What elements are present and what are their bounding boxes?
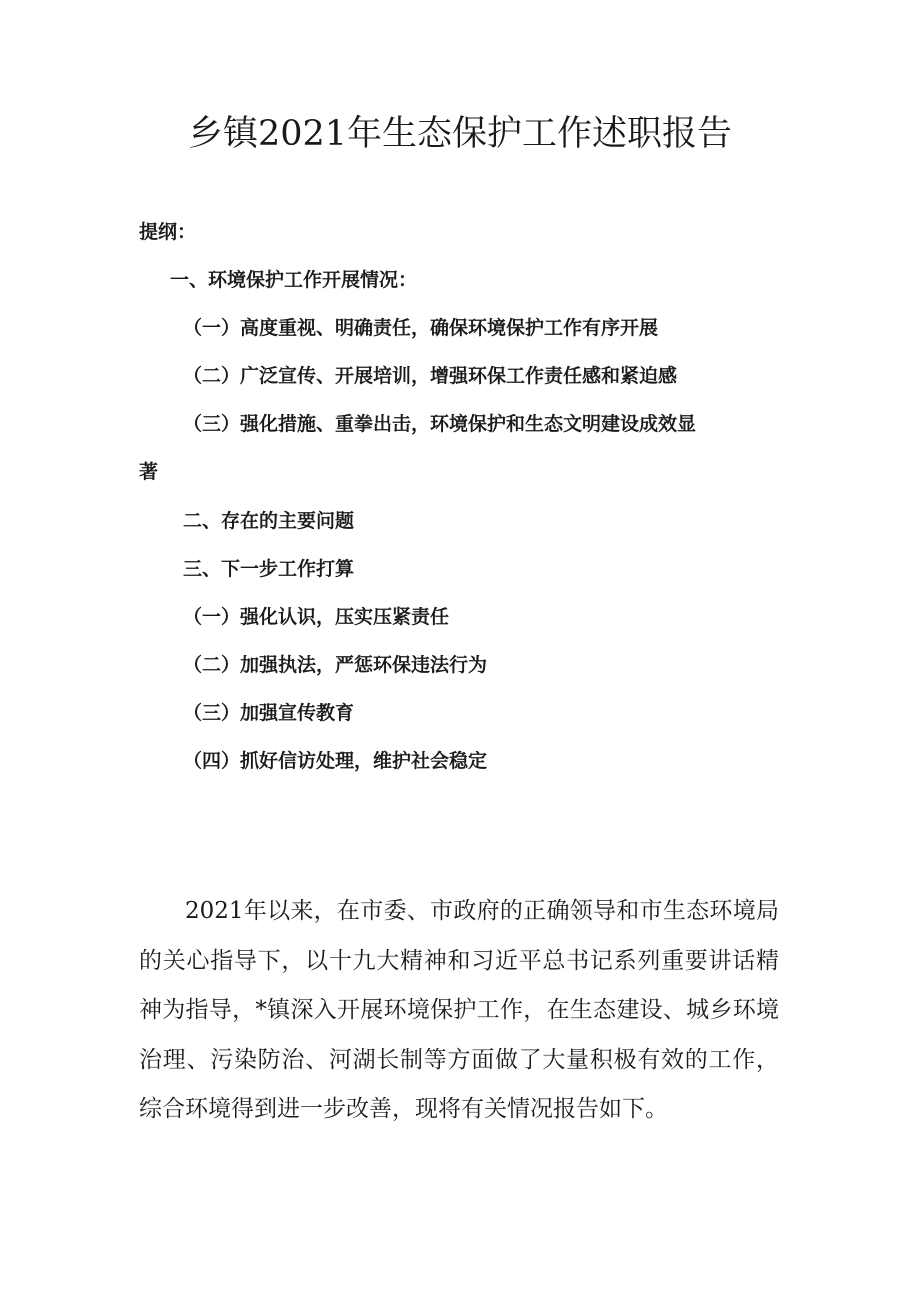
outline-item-1-1: （一）高度重视、明确责任，确保环境保护工作有序开展	[183, 317, 659, 339]
outline-item-3-3: （三）加强宣传教育	[183, 702, 355, 724]
outline-item-3-1: （一）强化认识，压实压紧责任	[183, 606, 450, 628]
outline-item-1-2: （二）广泛宣传、开展培训，增强环保工作责任感和紧迫感	[183, 365, 678, 387]
outline-item-1-3: （三）强化措施、重拳出击，环境保护和生态文明建设成效显	[183, 413, 697, 435]
outline-item-3-4: （四）抓好信访处理，维护社会稳定	[183, 750, 488, 772]
outline-section-3: 三、下一步工作打算	[183, 558, 355, 580]
outline-label: 提纲：	[139, 221, 197, 243]
body-paragraph: 2021年以来，在市委、市政府的正确领导和市生态环境局的关心指导下，以十九大精神和习近平总书记系列重要讲话精神为指导，*镇深入开展环境保护工作，在生态建设、城乡环境治理、污染防治、河湖长制等方面做了大量积极有效的工作，综合环境得到进一步改善，现将有关情况报告如下。	[139, 898, 779, 1122]
outline-item-1-3-continuation: 著	[139, 461, 159, 483]
outline-section-1: 一、环境保护工作开展情况：	[170, 269, 418, 291]
outline-section-2: 二、存在的主要问题	[183, 510, 355, 532]
outline-item-3-2: （二）加强执法，严惩环保违法行为	[183, 654, 488, 676]
page-title: 乡镇2021年生态保护工作述职报告	[187, 114, 733, 154]
